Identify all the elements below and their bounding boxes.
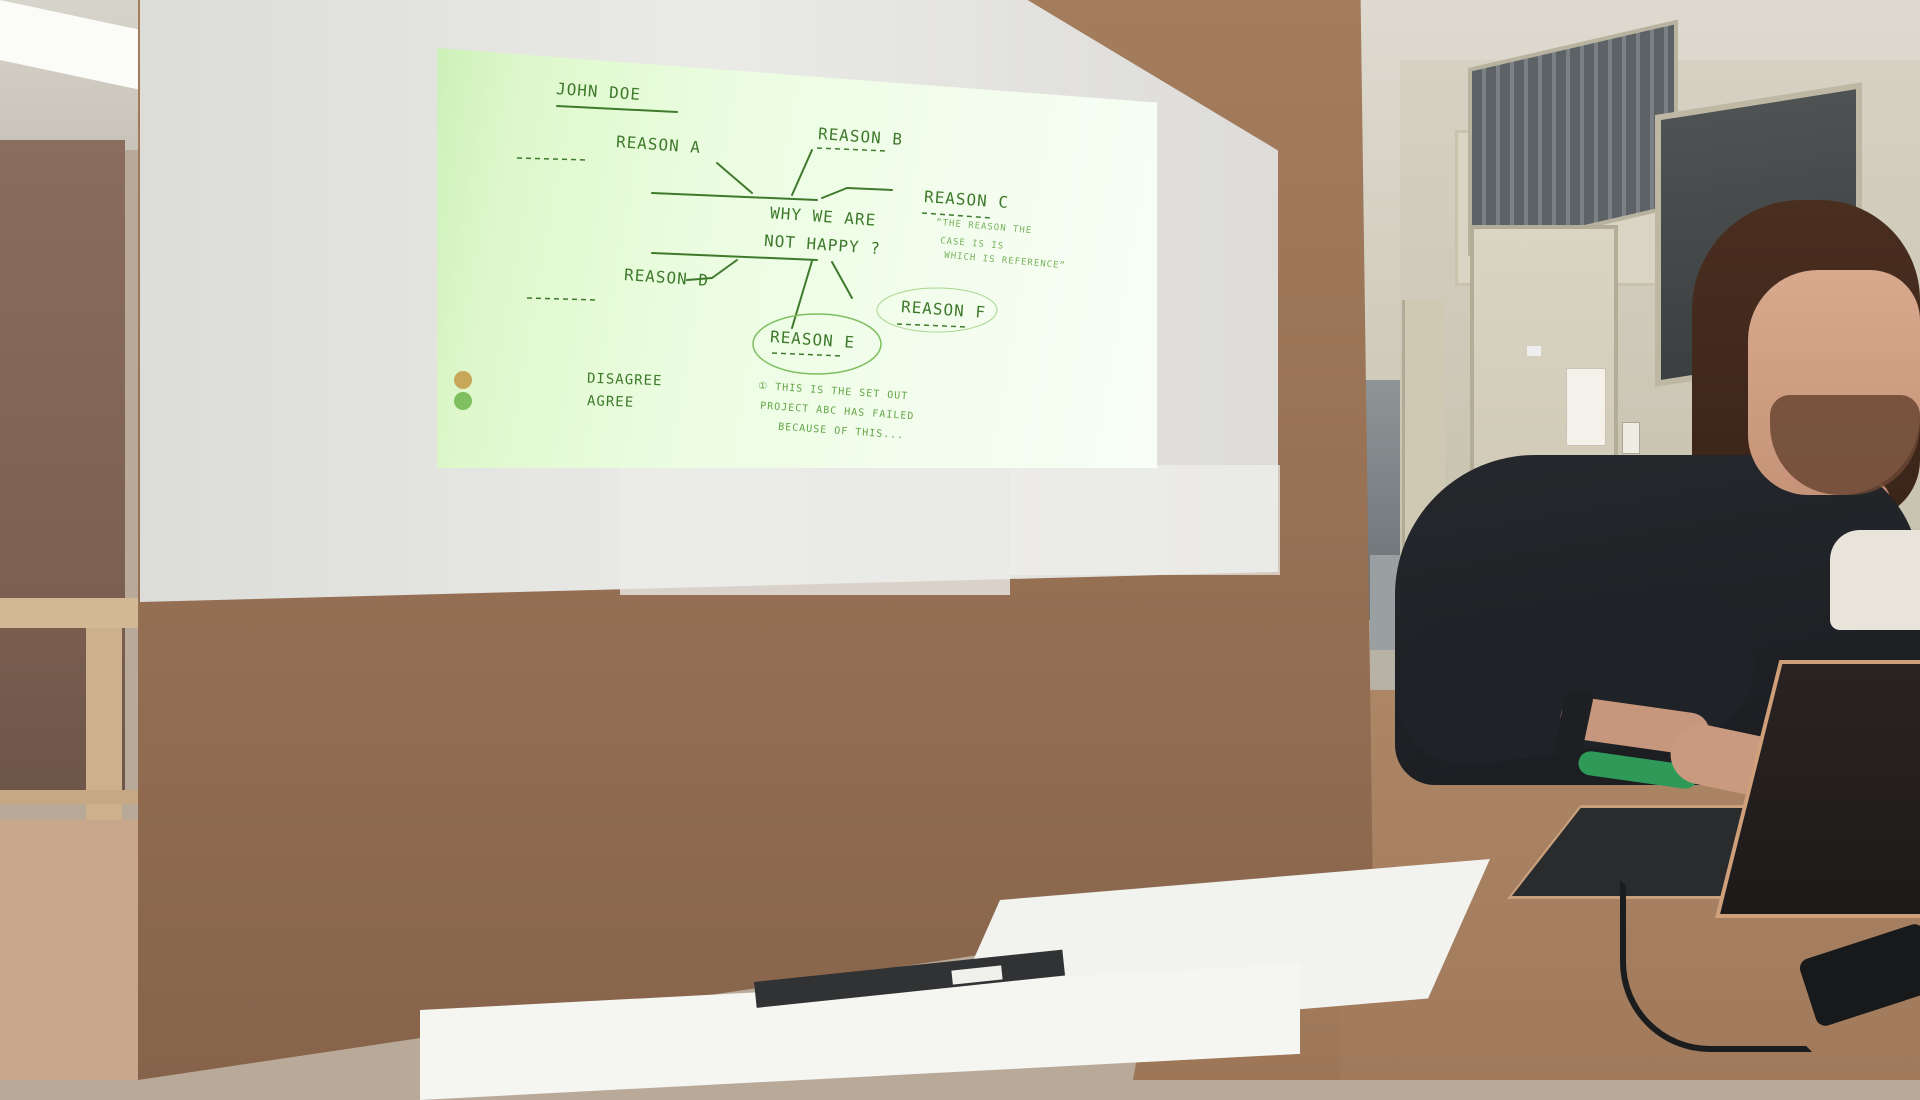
- person-shirt: [1830, 530, 1920, 630]
- footnote-line1: ① THIS IS THE SET OUT: [757, 380, 909, 403]
- reason-c-note-line1: “THE REASON THE: [935, 217, 1033, 237]
- reason-a-underline: [517, 158, 587, 160]
- laptop-cable: [1620, 880, 1812, 1052]
- branch-b: [792, 150, 812, 195]
- reason-b-underline: [817, 148, 887, 151]
- branch-a: [717, 163, 752, 193]
- light-switch: [1622, 422, 1640, 454]
- center-bottom-line: [652, 253, 817, 260]
- branch-c-tail: [847, 188, 892, 190]
- slide-author: JOHN DOE: [555, 79, 642, 104]
- reason-d-underline: [527, 298, 597, 300]
- reason-c-label: REASON C: [923, 187, 1010, 212]
- reason-e-underline: [772, 353, 842, 356]
- reason-f-underline: [897, 324, 967, 327]
- paper-sheet-overlap: [620, 465, 1010, 595]
- branch-c: [822, 188, 847, 198]
- reason-c-underline: [922, 213, 992, 218]
- branch-e: [792, 261, 812, 328]
- left-table-rail: [0, 790, 140, 804]
- notice-paper: [1566, 368, 1606, 446]
- left-table-top: [0, 598, 140, 628]
- reason-c-note-line3: WHICH IS REFERENCE”: [943, 250, 1067, 272]
- agree-dot: [454, 392, 472, 410]
- branch-f: [832, 262, 852, 298]
- reason-e-label: REASON E: [769, 327, 856, 352]
- reason-a-label: REASON A: [615, 132, 702, 157]
- central-question-line2: NOT HAPPY ?: [763, 230, 882, 259]
- legend-agree: AGREE: [586, 393, 635, 411]
- reason-b-label: REASON B: [817, 124, 904, 149]
- left-floor: [0, 820, 140, 1080]
- branch-d: [712, 260, 737, 278]
- reason-f-label: REASON F: [900, 297, 987, 322]
- legend-disagree: DISAGREE: [586, 370, 663, 390]
- central-question-line1: WHY WE ARE: [769, 203, 877, 230]
- reason-c-note-line2: CASE IS IS: [939, 236, 1005, 252]
- disagree-dot: [454, 371, 472, 389]
- door-sign: [1527, 346, 1541, 356]
- footnote-line3: BECAUSE OF THIS...: [777, 421, 905, 442]
- author-underline: [557, 106, 677, 112]
- paper-sheet-overlap: [1010, 465, 1280, 575]
- reason-d-label: REASON D: [623, 265, 710, 290]
- footnote-line2: PROJECT ABC HAS FAILED: [759, 400, 915, 423]
